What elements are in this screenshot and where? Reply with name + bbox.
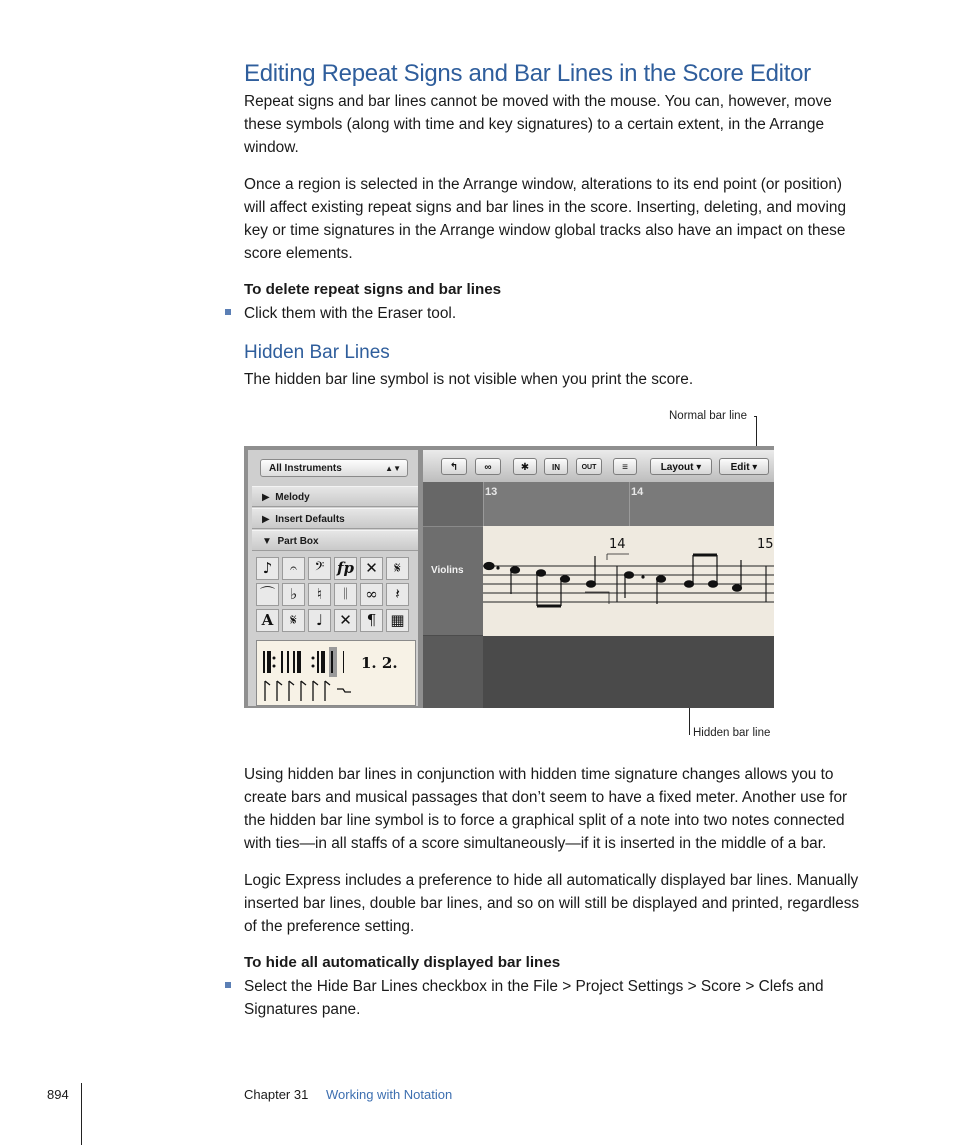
task-title-hide: To hide all automatically displayed bar lines xyxy=(244,954,561,971)
palette-grid-icon[interactable]: ▦ xyxy=(386,609,409,632)
catch-button[interactable]: ↰ xyxy=(441,458,467,475)
barline-symbol-box xyxy=(256,640,416,706)
section-label: Insert Defaults xyxy=(275,514,345,525)
bullet-icon xyxy=(225,309,231,315)
palette-note-icon[interactable]: ♪ xyxy=(256,557,279,580)
text-line: with ties—in all staffs of a score simultaneously—if it is inserted in the middle of a bar. xyxy=(244,835,827,852)
menu-label: Layout xyxy=(660,462,694,473)
palette-text-icon[interactable]: A xyxy=(256,609,279,632)
task-title-delete: To delete repeat signs and bar lines xyxy=(244,281,502,298)
ruler-tick xyxy=(483,482,484,526)
part-box-panel xyxy=(248,450,418,706)
score-toolbar xyxy=(423,450,774,482)
staff-bar-number-15: 15 xyxy=(757,537,774,552)
symbol-palette xyxy=(256,557,416,635)
page-heading: Editing Repeat Signs and Bar Lines in the Score Editor xyxy=(244,60,811,87)
track-header[interactable] xyxy=(423,526,483,636)
text-line: Logic Express includes a preference to hide all automatically displayed bar lines. Manually xyxy=(244,872,859,889)
bar-ruler xyxy=(423,482,774,526)
paragraph-intro xyxy=(244,90,876,159)
text-line: will affect existing repeat signs and bar lines in the score. Inserting, deleting, and moving xyxy=(244,199,847,216)
palette-slur-icon[interactable]: ⌒ xyxy=(256,583,279,606)
section-intro: The hidden bar line symbol is not visible when you print the score. xyxy=(244,371,694,388)
instrument-set-dropdown[interactable] xyxy=(260,459,408,477)
paragraph-preference xyxy=(244,869,876,938)
palette-pedal-icon[interactable]: 𝄐 xyxy=(282,557,305,580)
text-line: inserted bar lines, double bar lines, and so on will still be displayed and printed, regardless xyxy=(244,895,860,912)
page-number: 894 xyxy=(47,1087,69,1102)
text-line: Using hidden bar lines in conjunction with hidden time signature changes allows you to xyxy=(244,766,834,783)
midi-in-button[interactable]: IN xyxy=(544,458,568,475)
staff-bar-number-14: 14 xyxy=(609,537,626,552)
empty-track-header xyxy=(423,636,483,708)
palette-barline-icon[interactable]: 𝄁 xyxy=(334,583,357,606)
task-step-hide xyxy=(244,975,876,1021)
palette-articulation-icon[interactable]: ✕ xyxy=(360,557,383,580)
ruler-bar-14: 14 xyxy=(631,486,644,498)
footer-chapter: Chapter 31 xyxy=(244,1087,309,1102)
palette-accidental-icon[interactable]: ♭ xyxy=(282,583,305,606)
score-window xyxy=(423,450,774,708)
palette-rest-icon[interactable]: 𝄽 xyxy=(386,583,409,606)
paragraph-hidden-usage xyxy=(244,763,876,855)
link-button[interactable]: ∞ xyxy=(475,458,501,475)
text-line: Repeat signs and bar lines cannot be moved with the mouse. You can, however, move xyxy=(244,93,832,110)
task-step-delete: Click them with the Eraser tool. xyxy=(244,305,457,322)
repeat-ending-label: 1. 2. xyxy=(361,654,398,672)
footer-divider xyxy=(81,1083,82,1145)
track-name-label: Violins xyxy=(431,565,464,576)
staff-notation-icon xyxy=(483,526,774,636)
empty-track-area xyxy=(483,636,774,708)
text-line: create bars and musical passages that don’t seem to have a fixed meter. Another use for xyxy=(244,789,848,806)
ruler-track xyxy=(483,482,774,526)
callout-hidden-bar-line: Hidden bar line xyxy=(693,727,771,739)
palette-segno-icon[interactable]: 𝄋 xyxy=(386,557,409,580)
palette-pilcrow-icon[interactable]: ¶ xyxy=(360,609,383,632)
section-label: Part Box xyxy=(277,536,319,547)
score-editor-screenshot xyxy=(244,446,774,708)
layout-menu[interactable]: Layout ▾ xyxy=(650,458,712,475)
section-heading-hidden-bar-lines: Hidden Bar Lines xyxy=(244,342,390,363)
section-insert-defaults[interactable]: ▶ Insert Defaults xyxy=(252,508,418,529)
text-line: key or time signatures in the Arrange window global tracks also have an impact on these xyxy=(244,222,846,239)
palette-quarter-note-icon[interactable]: ♩ xyxy=(308,609,331,632)
palette-natural-icon[interactable]: ♮ xyxy=(308,583,331,606)
palette-clef-icon[interactable]: 𝄢 xyxy=(308,557,331,580)
text-line: Signatures pane. xyxy=(244,1001,361,1018)
edit-menu[interactable]: Edit ▾ xyxy=(719,458,769,475)
ruler-bar-13: 13 xyxy=(485,486,498,498)
barline-symbols-icon xyxy=(257,641,415,705)
text-line: window. xyxy=(244,139,299,156)
section-melody[interactable]: ▶ Melody xyxy=(252,486,418,507)
staff-area[interactable] xyxy=(483,526,774,636)
palette-dynamics-icon[interactable]: fp xyxy=(334,557,357,580)
walk-button[interactable]: ✱ xyxy=(513,458,537,475)
callout-normal-bar-line: Normal bar line xyxy=(669,410,747,422)
text-line: these symbols (along with time and key signatures) to a certain extent, in the Arrange xyxy=(244,116,825,133)
text-line: the hidden bar line symbol is to force a graphical split of a note into two notes connected xyxy=(244,812,845,829)
text-line: Select the Hide Bar Lines checkbox in the File > Project Settings > Score > Clefs and xyxy=(244,978,824,995)
midi-out-button[interactable]: OUT xyxy=(576,458,602,475)
dropdown-label: All Instruments xyxy=(269,463,342,474)
palette-ornament-icon[interactable]: ∞ xyxy=(360,583,383,606)
paragraph-region xyxy=(244,173,876,265)
footer-chapter-title-link[interactable]: Working with Notation xyxy=(326,1087,453,1102)
text-line: Once a region is selected in the Arrange window, alterations to its end point (or position) xyxy=(244,176,843,193)
section-label: Melody xyxy=(275,492,310,503)
menu-label: Edit xyxy=(730,462,750,473)
text-line: of the preference setting. xyxy=(244,918,415,935)
ruler-tick xyxy=(629,482,630,526)
palette-cross-icon[interactable]: ✕ xyxy=(334,609,357,632)
text-line: score elements. xyxy=(244,245,353,262)
section-part-box[interactable]: ▼ Part Box xyxy=(252,530,418,551)
bullet-icon xyxy=(225,982,231,988)
updown-arrow-icon: ▲▼ xyxy=(385,464,401,473)
palette-coda-icon[interactable]: 𝄋 xyxy=(282,609,305,632)
list-button[interactable]: ≡ xyxy=(613,458,637,475)
